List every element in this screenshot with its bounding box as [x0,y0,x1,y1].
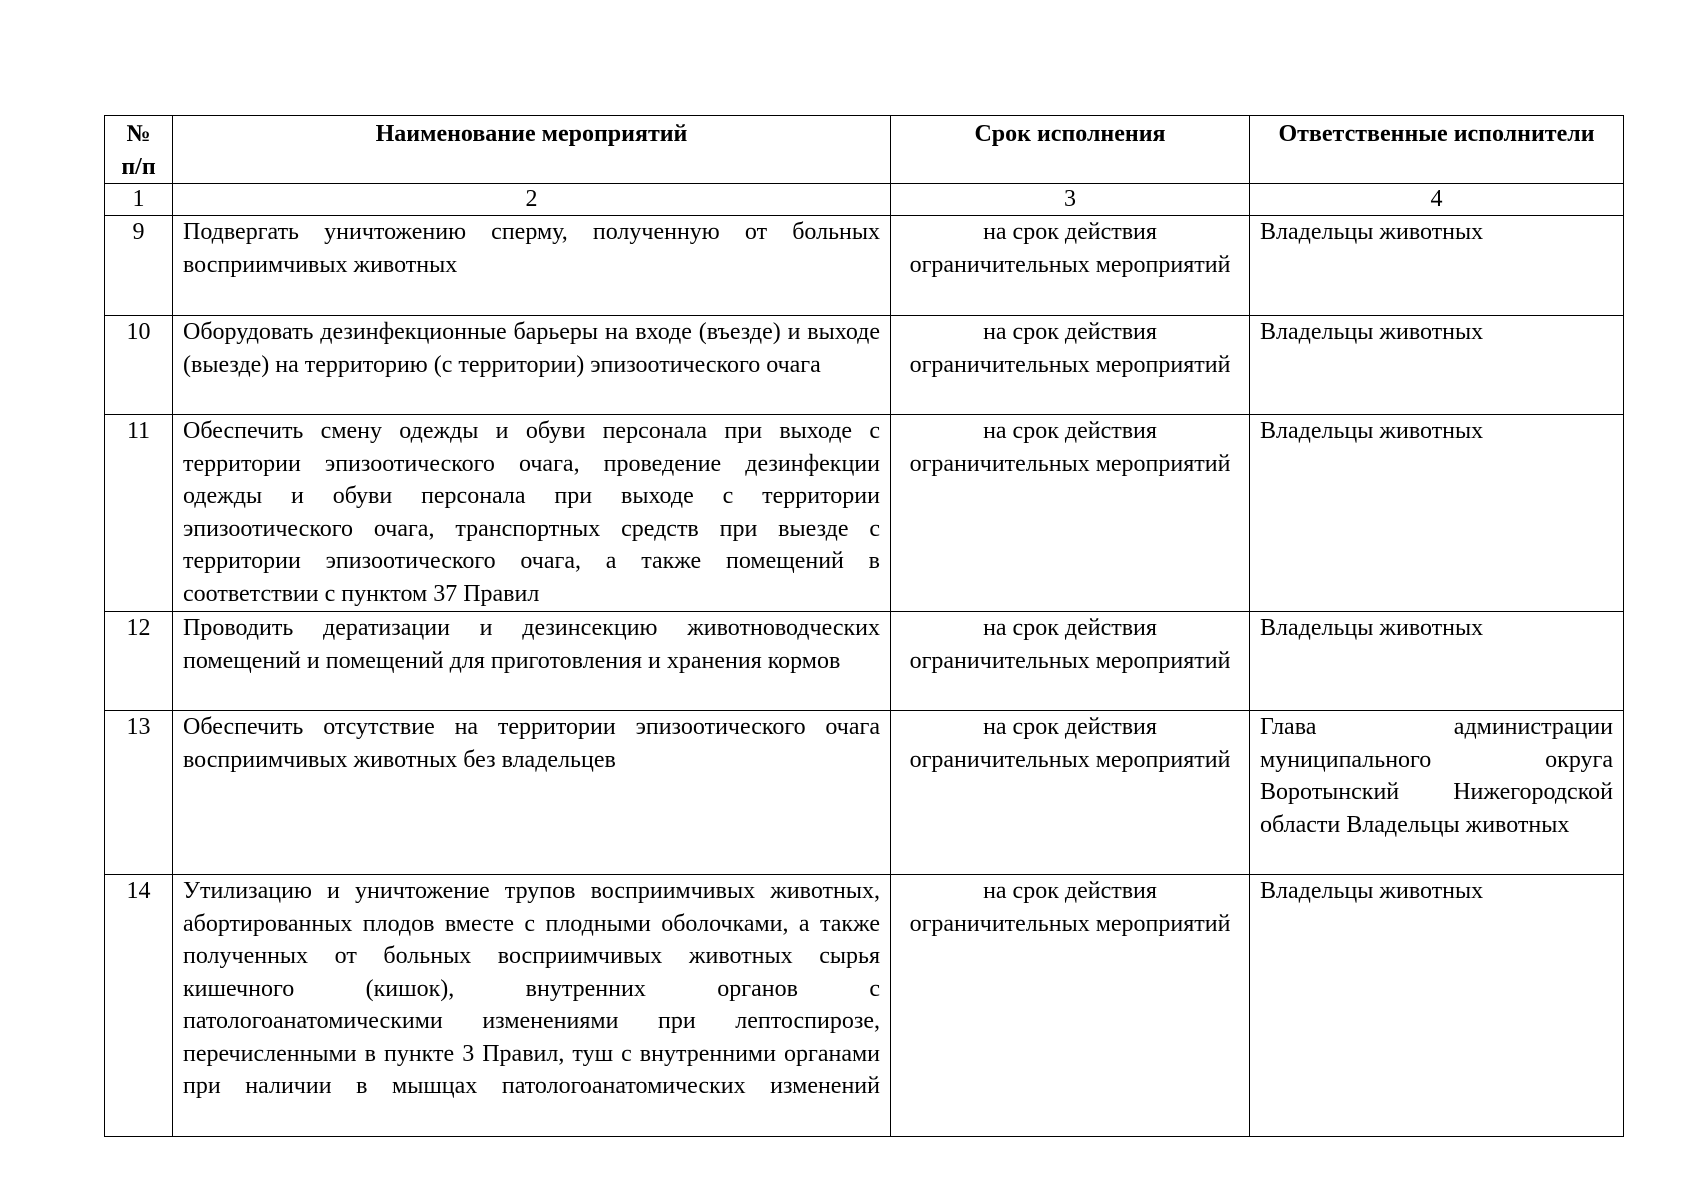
row-number: 13 [105,711,173,875]
measure-name: Оборудовать дезинфекционные барьеры на входе (въезде) и выходе (выезде) на территорию (с территории) эпизоотического очага [173,316,891,415]
column-number: 2 [173,184,891,216]
responsible-cell: Владельцы животных [1250,875,1624,1137]
row-number: 11 [105,415,173,612]
table-row [105,612,1624,711]
table-row [105,216,1624,316]
header-term: Срок исполнения [891,116,1250,184]
column-number: 1 [105,184,173,216]
table-row [105,875,1624,1137]
term-cell: на срок действия ограничительных мероприятий [891,875,1250,1137]
header-row [105,116,1624,184]
responsible-cell: Владельцы животных [1250,216,1624,316]
measure-name: Проводить дератизации и дезинсекцию животноводческих помещений и помещений для приготовления и хранения кормов [173,612,891,711]
header-num: № п/п [105,116,173,184]
header-resp: Ответственные исполнители [1250,116,1624,184]
term-cell: на срок действия ограничительных мероприятий [891,612,1250,711]
term-cell: на срок действия ограничительных мероприятий [891,216,1250,316]
column-number: 4 [1250,184,1624,216]
responsible-cell: Глава администрации муниципального округа Воротынский Нижегородской области Владельцы животных [1250,711,1624,875]
measure-name: Подвергать уничтожению сперму, полученную от больных восприимчивых животных [173,216,891,316]
measures-table [104,115,1624,1137]
responsible-cell: Владельцы животных [1250,612,1624,711]
measure-name: Обеспечить смену одежды и обуви персонала при выходе с территории эпизоотического очага, проведение дезинфекции одежды и обуви персонала при выходе с территории эпизоотического очага, транспортных средств при выезде с территории эпизоотического очага, а также помещений в соответствии с пунктом 37 Правил [173,415,891,612]
table-row [105,415,1624,612]
column-number: 3 [891,184,1250,216]
table-row [105,316,1624,415]
responsible-cell: Владельцы животных [1250,415,1624,612]
term-cell: на срок действия ограничительных мероприятий [891,711,1250,875]
row-number: 12 [105,612,173,711]
measure-name: Утилизацию и уничтожение трупов восприимчивых животных, абортированных плодов вместе с плодными оболочками, а также полученных от больных восприимчивых животных сырья кишечного (кишок), внутренних органов с патологоанатомическими изменениями при лептоспирозе, перечисленными в пункте 3 Правил, туш с внутренними органами при наличии в мышцах патологоанатомических изменений [173,875,891,1137]
responsible-cell: Владельцы животных [1250,316,1624,415]
row-number: 9 [105,216,173,316]
measure-name: Обеспечить отсутствие на территории эпизоотического очага восприимчивых животных без владельцев [173,711,891,875]
column-number-row [105,184,1624,216]
header-name: Наименование мероприятий [173,116,891,184]
term-cell: на срок действия ограничительных мероприятий [891,316,1250,415]
row-number: 10 [105,316,173,415]
row-number: 14 [105,875,173,1137]
table-row [105,711,1624,875]
term-cell: на срок действия ограничительных мероприятий [891,415,1250,612]
